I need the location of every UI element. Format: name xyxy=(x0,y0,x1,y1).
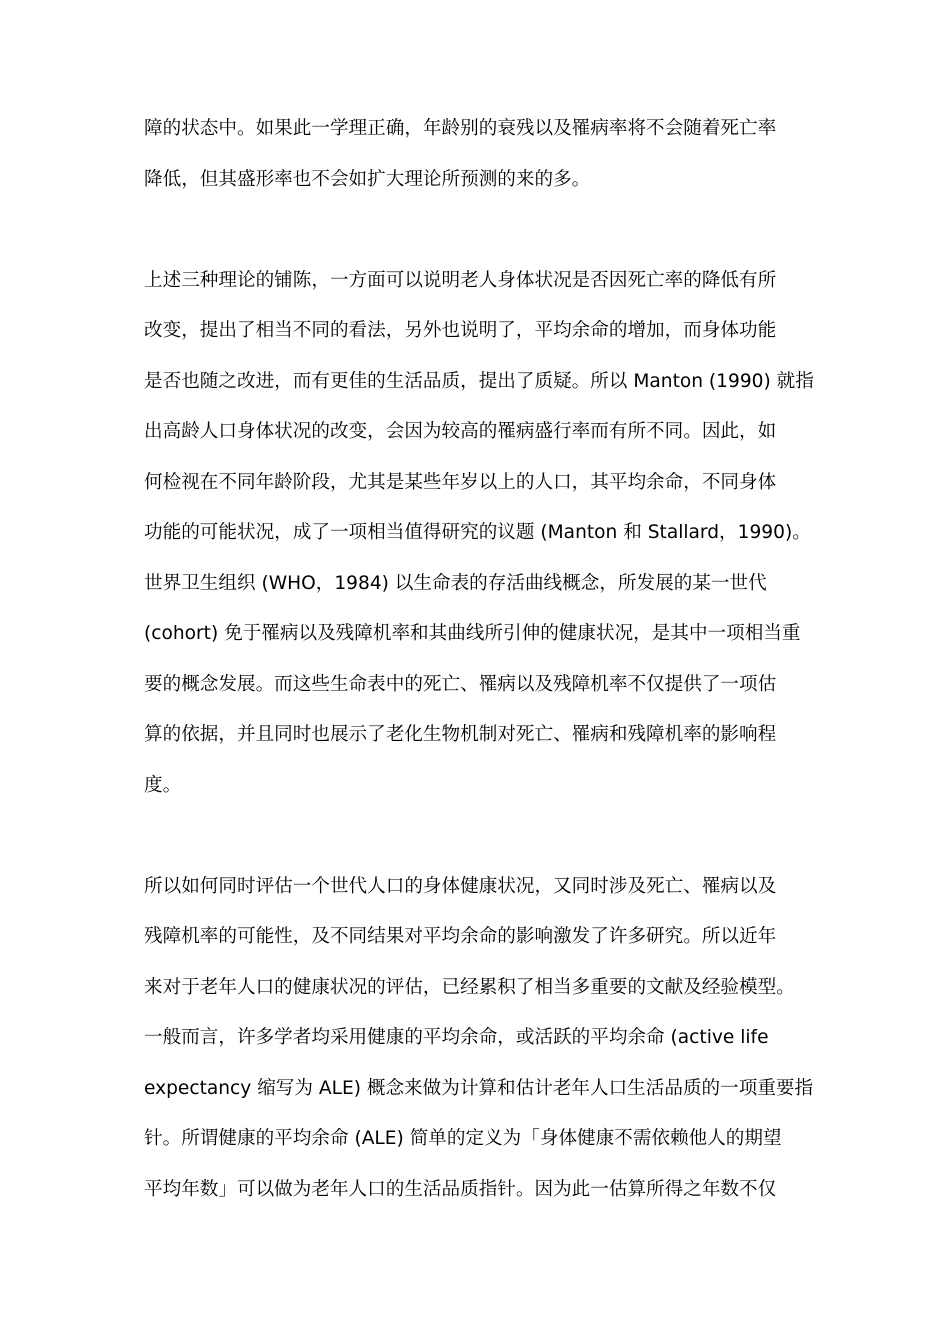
text-line: 上述三种理论的铺陈，一方面可以说明老人身体状况是否因死亡率的降低有所 xyxy=(144,269,777,291)
paragraph-1 xyxy=(144,104,808,205)
paragraph-spacer xyxy=(144,811,808,862)
paragraph-3 xyxy=(144,862,814,1216)
paragraph-2 xyxy=(144,256,814,812)
text-line: (cohort) 免于罹病以及残障机率和其曲线所引伸的健康状况，是其中一项相当重 xyxy=(144,623,801,644)
text-line: 障的状态中。如果此一学理正确，年龄别的衰残以及罹病率将不会随着死亡率 xyxy=(144,118,777,139)
text-line: 针。所谓健康的平均余命 (ALE) 简单的定义为「身体健康不需依赖他人的期望 xyxy=(144,1128,782,1149)
text-line: 平均年数」可以做为老年人口的生活品质指针。因为此一估算所得之年数不仅 xyxy=(144,1178,777,1200)
text-line: 度。 xyxy=(144,774,182,796)
text-line: 降低，但其盛形率也不会如扩大理论所预测的来的多。 xyxy=(144,168,591,190)
text-line: 是否也随之改进，而有更佳的生活品质，提出了质疑。所以 Manton (1990) 就指 xyxy=(144,370,814,392)
text-line: expectancy 缩写为 ALE) 概念来做为计算和估计老年人口生活品质的一项重要指 xyxy=(144,1077,814,1099)
text-line: 所以如何同时评估一个世代人口的身体健康状况，又同时涉及死亡、罹病以及 xyxy=(144,875,777,897)
text-line: 世界卫生组织 (WHO，1984) 以生命表的存活曲线概念，所发展的某一世代 xyxy=(144,572,767,594)
text-line: 残障机率的可能性，及不同结果对平均余命的影响激发了许多研究。所以近年 xyxy=(144,926,777,947)
text-line: 来对于老年人口的健康状况的评估，已经累积了相当多重要的文献及经验模型。 xyxy=(144,976,795,998)
text-line: 出高龄人口身体状况的改变，会因为较高的罹病盛行率而有所不同。因此，如 xyxy=(144,421,777,442)
text-line: 算的依据，并且同时也展示了老化生物机制对死亡、罹病和残障机率的影响程 xyxy=(144,724,777,745)
text-line: 一般而言，许多学者均采用健康的平均余命，或活跃的平均余命 (active life xyxy=(144,1027,769,1048)
text-line: 要的概念发展。而这些生命表中的死亡、罹病以及残障机率不仅提供了一项估 xyxy=(144,673,777,695)
text-line: 功能的可能状况，成了一项相当值得研究的议题 (Manton 和 Stallard，1990)。 xyxy=(144,522,811,543)
text-line: 何检视在不同年龄阶段，尤其是某些年岁以上的人口，其平均余命，不同身体 xyxy=(144,471,777,493)
body-text xyxy=(144,104,814,1215)
text-line: 改变，提出了相当不同的看法，另外也说明了，平均余命的增加，而身体功能 xyxy=(144,320,777,341)
paragraph-spacer xyxy=(144,205,808,256)
